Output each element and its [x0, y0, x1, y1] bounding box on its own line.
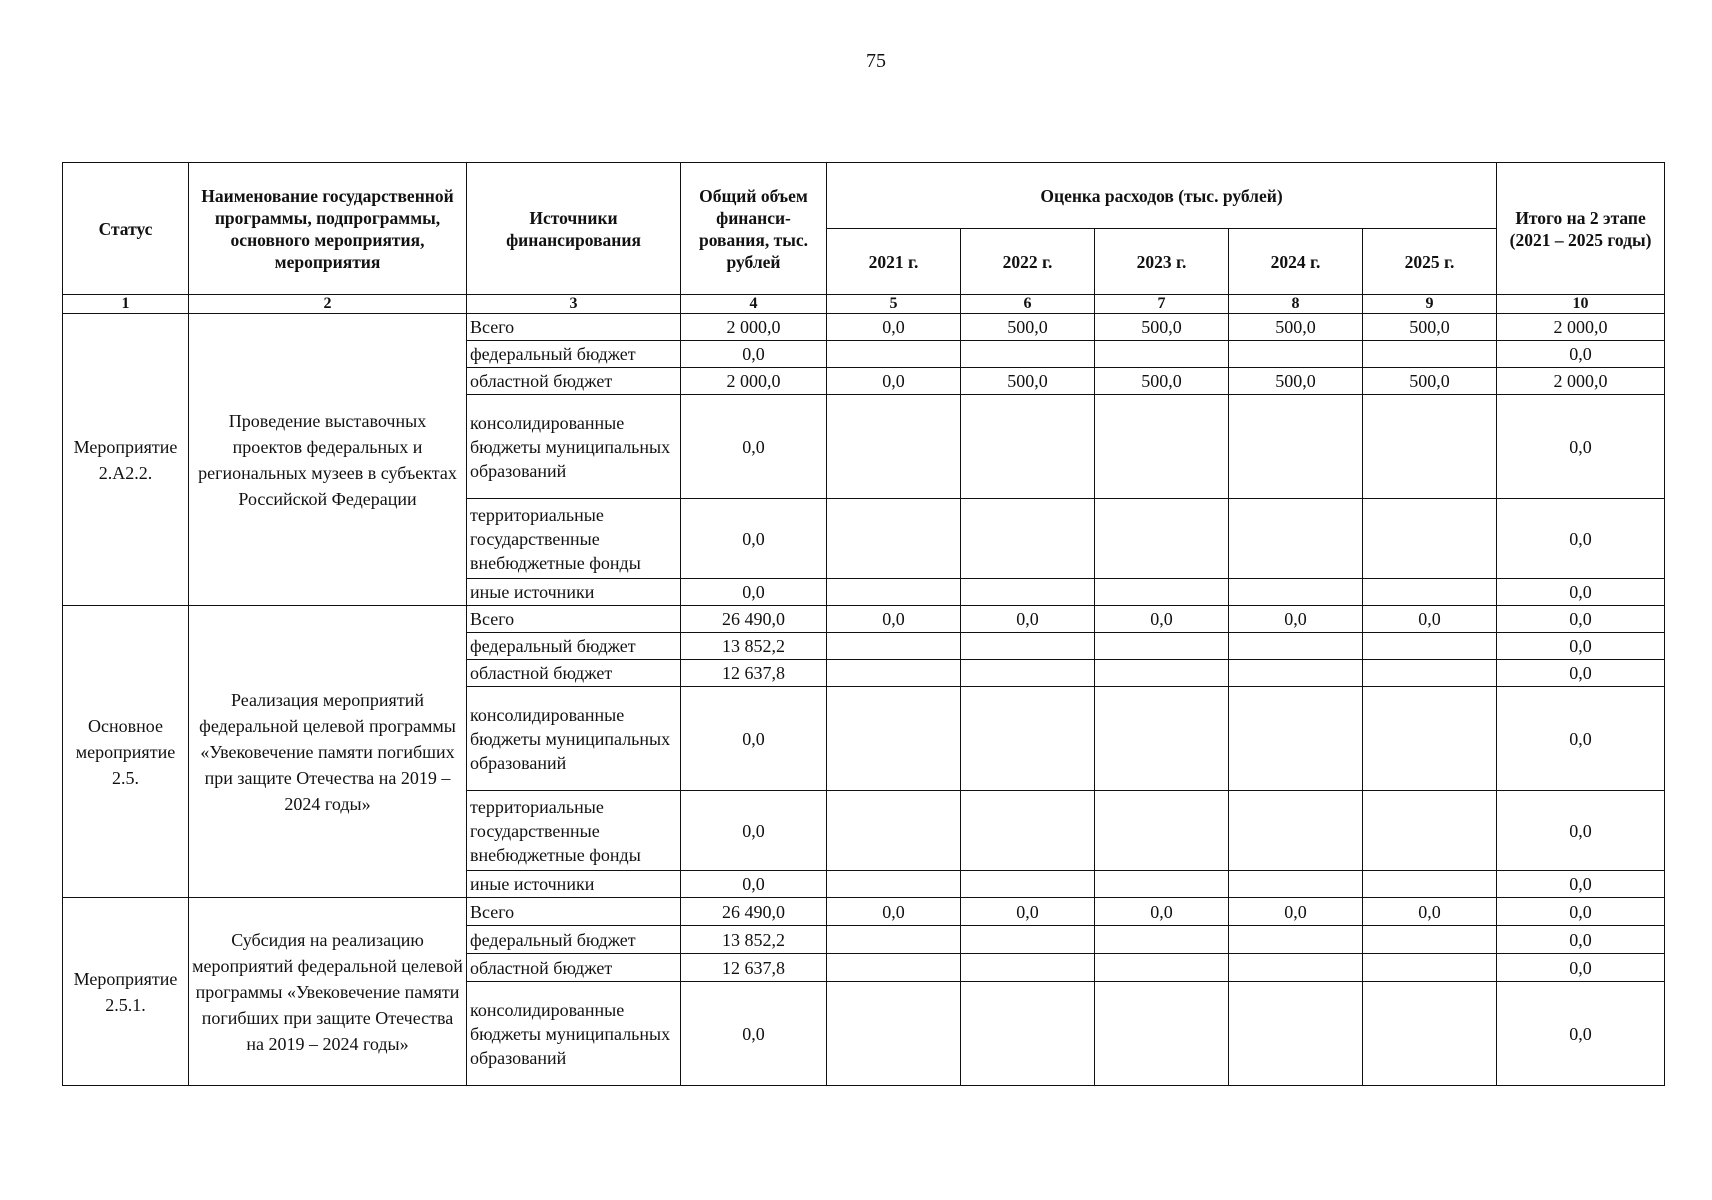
- year-cell: 500,0: [1229, 368, 1363, 395]
- year-cell: [1229, 341, 1363, 368]
- year-cell: [961, 499, 1095, 579]
- itogo-cell: 0,0: [1497, 687, 1665, 791]
- header-year-2023: 2023 г.: [1095, 229, 1229, 295]
- year-cell: [1363, 660, 1497, 687]
- itogo-cell: 0,0: [1497, 660, 1665, 687]
- source-cell: территориальные государственные внебюджетные фонды: [467, 499, 681, 579]
- table-row: [63, 314, 1665, 341]
- source-cell: федеральный бюджет: [467, 633, 681, 660]
- table-body: [63, 295, 1665, 1086]
- year-cell: [1229, 660, 1363, 687]
- header-itogo: Итого на 2 этапе (2021 – 2025 годы): [1497, 163, 1665, 295]
- year-cell: [1095, 926, 1229, 954]
- year-cell: 0,0: [827, 606, 961, 633]
- header-status: Статус: [63, 163, 189, 295]
- year-cell: [961, 954, 1095, 982]
- page-number: 75: [866, 50, 886, 72]
- source-cell: областной бюджет: [467, 368, 681, 395]
- itogo-cell: 0,0: [1497, 341, 1665, 368]
- itogo-cell: 2 000,0: [1497, 314, 1665, 341]
- year-cell: [961, 341, 1095, 368]
- year-cell: [827, 579, 961, 606]
- year-cell: [1229, 791, 1363, 871]
- column-number: 3: [467, 295, 681, 314]
- table-row: [63, 606, 1665, 633]
- year-cell: [827, 395, 961, 499]
- year-cell: 0,0: [827, 898, 961, 926]
- column-number: 10: [1497, 295, 1665, 314]
- year-cell: [1229, 871, 1363, 898]
- year-cell: [827, 982, 961, 1086]
- total-cell: 13 852,2: [681, 926, 827, 954]
- year-cell: 500,0: [1363, 314, 1497, 341]
- year-cell: 0,0: [961, 606, 1095, 633]
- source-cell: федеральный бюджет: [467, 926, 681, 954]
- table-row: [63, 898, 1665, 926]
- year-cell: [961, 791, 1095, 871]
- header-estimate: Оценка расходов (тыс. рублей): [827, 163, 1497, 229]
- itogo-cell: 0,0: [1497, 395, 1665, 499]
- total-cell: 2 000,0: [681, 368, 827, 395]
- year-cell: [827, 499, 961, 579]
- year-cell: [1229, 579, 1363, 606]
- year-cell: [1095, 579, 1229, 606]
- year-cell: [1095, 395, 1229, 499]
- year-cell: [1229, 926, 1363, 954]
- year-cell: 0,0: [1229, 606, 1363, 633]
- column-number: 9: [1363, 295, 1497, 314]
- total-cell: 0,0: [681, 395, 827, 499]
- year-cell: [1229, 395, 1363, 499]
- itogo-cell: 0,0: [1497, 499, 1665, 579]
- year-cell: 500,0: [1229, 314, 1363, 341]
- header-name: Наименование государственной программы, подпрограммы, основного мероприятия, мероприятия: [189, 163, 467, 295]
- year-cell: [1363, 633, 1497, 660]
- itogo-cell: 0,0: [1497, 898, 1665, 926]
- year-cell: [1095, 633, 1229, 660]
- name-cell: Субсидия на реализацию мероприятий федеральной целевой программы «Увековечение памяти погибших при защите Отечества на 2019 – 2024 годы»: [189, 898, 467, 1086]
- total-cell: 12 637,8: [681, 954, 827, 982]
- year-cell: [961, 660, 1095, 687]
- year-cell: [1229, 954, 1363, 982]
- year-cell: 0,0: [1229, 898, 1363, 926]
- year-cell: [961, 395, 1095, 499]
- header-year-2025: 2025 г.: [1363, 229, 1497, 295]
- column-number: 5: [827, 295, 961, 314]
- year-cell: [827, 633, 961, 660]
- year-cell: [1095, 871, 1229, 898]
- column-number: 8: [1229, 295, 1363, 314]
- year-cell: [1363, 926, 1497, 954]
- year-cell: 500,0: [1095, 368, 1229, 395]
- status-cell: Основное мероприятие 2.5.: [63, 606, 189, 898]
- total-cell: 0,0: [681, 341, 827, 368]
- year-cell: [827, 660, 961, 687]
- name-cell: Проведение выставочных проектов федеральных и региональных музеев в субъектах Российской Федерации: [189, 314, 467, 606]
- year-cell: [827, 926, 961, 954]
- year-cell: [1363, 791, 1497, 871]
- source-cell: областной бюджет: [467, 660, 681, 687]
- total-cell: 0,0: [681, 499, 827, 579]
- status-cell: Мероприятие 2.А2.2.: [63, 314, 189, 606]
- year-cell: 500,0: [1363, 368, 1497, 395]
- header-year-2024: 2024 г.: [1229, 229, 1363, 295]
- budget-table: [62, 162, 1665, 1086]
- itogo-cell: 0,0: [1497, 606, 1665, 633]
- source-cell: иные источники: [467, 871, 681, 898]
- column-number: 7: [1095, 295, 1229, 314]
- source-cell: консолидированные бюджеты муниципальных образований: [467, 395, 681, 499]
- year-cell: [1363, 687, 1497, 791]
- year-cell: [1095, 954, 1229, 982]
- year-cell: 0,0: [1363, 606, 1497, 633]
- status-cell: Мероприятие 2.5.1.: [63, 898, 189, 1086]
- itogo-cell: 0,0: [1497, 633, 1665, 660]
- year-cell: 0,0: [827, 314, 961, 341]
- year-cell: [1229, 633, 1363, 660]
- source-cell: территориальные государственные внебюджетные фонды: [467, 791, 681, 871]
- source-cell: федеральный бюджет: [467, 341, 681, 368]
- source-cell: консолидированные бюджеты муниципальных образований: [467, 687, 681, 791]
- year-cell: [827, 871, 961, 898]
- year-cell: 0,0: [1095, 606, 1229, 633]
- total-cell: 0,0: [681, 871, 827, 898]
- year-cell: [1095, 660, 1229, 687]
- total-cell: 13 852,2: [681, 633, 827, 660]
- year-cell: [827, 954, 961, 982]
- year-cell: 0,0: [1363, 898, 1497, 926]
- source-cell: Всего: [467, 606, 681, 633]
- itogo-cell: 0,0: [1497, 871, 1665, 898]
- year-cell: [961, 982, 1095, 1086]
- year-cell: 0,0: [827, 368, 961, 395]
- year-cell: [827, 791, 961, 871]
- total-cell: 0,0: [681, 982, 827, 1086]
- source-cell: консолидированные бюджеты муниципальных образований: [467, 982, 681, 1086]
- year-cell: [1363, 954, 1497, 982]
- year-cell: [1363, 341, 1497, 368]
- year-cell: [1095, 341, 1229, 368]
- column-number-row: [63, 295, 1665, 314]
- header-total: Общий объем финанси-рования, тыс. рублей: [681, 163, 827, 295]
- source-cell: Всего: [467, 898, 681, 926]
- itogo-cell: 0,0: [1497, 791, 1665, 871]
- column-number: 2: [189, 295, 467, 314]
- year-cell: [1363, 395, 1497, 499]
- year-cell: [961, 687, 1095, 791]
- name-cell: Реализация мероприятий федеральной целевой программы «Увековечение памяти погибших при защите Отечества на 2019 – 2024 годы»: [189, 606, 467, 898]
- source-cell: Всего: [467, 314, 681, 341]
- source-cell: областной бюджет: [467, 954, 681, 982]
- year-cell: [1363, 871, 1497, 898]
- total-cell: 12 637,8: [681, 660, 827, 687]
- total-cell: 2 000,0: [681, 314, 827, 341]
- year-cell: [1095, 791, 1229, 871]
- year-cell: [1229, 499, 1363, 579]
- total-cell: 0,0: [681, 579, 827, 606]
- total-cell: 0,0: [681, 791, 827, 871]
- itogo-cell: 0,0: [1497, 954, 1665, 982]
- year-cell: 0,0: [1095, 898, 1229, 926]
- year-cell: 0,0: [961, 898, 1095, 926]
- year-cell: [827, 341, 961, 368]
- itogo-cell: 0,0: [1497, 982, 1665, 1086]
- year-cell: [1229, 982, 1363, 1086]
- year-cell: [961, 926, 1095, 954]
- year-cell: [827, 687, 961, 791]
- year-cell: [961, 633, 1095, 660]
- year-cell: [1363, 982, 1497, 1086]
- total-cell: 0,0: [681, 687, 827, 791]
- header-year-2021: 2021 г.: [827, 229, 961, 295]
- year-cell: [1363, 499, 1497, 579]
- year-cell: [961, 579, 1095, 606]
- year-cell: [1095, 982, 1229, 1086]
- total-cell: 26 490,0: [681, 898, 827, 926]
- total-cell: 26 490,0: [681, 606, 827, 633]
- year-cell: [1229, 687, 1363, 791]
- year-cell: 500,0: [1095, 314, 1229, 341]
- header-year-2022: 2022 г.: [961, 229, 1095, 295]
- itogo-cell: 2 000,0: [1497, 368, 1665, 395]
- year-cell: [1095, 687, 1229, 791]
- year-cell: [1095, 499, 1229, 579]
- column-number: 4: [681, 295, 827, 314]
- year-cell: [1363, 579, 1497, 606]
- source-cell: иные источники: [467, 579, 681, 606]
- itogo-cell: 0,0: [1497, 926, 1665, 954]
- header-source: Источники финансирования: [467, 163, 681, 295]
- year-cell: 500,0: [961, 314, 1095, 341]
- year-cell: [961, 871, 1095, 898]
- column-number: 6: [961, 295, 1095, 314]
- year-cell: 500,0: [961, 368, 1095, 395]
- column-number: 1: [63, 295, 189, 314]
- itogo-cell: 0,0: [1497, 579, 1665, 606]
